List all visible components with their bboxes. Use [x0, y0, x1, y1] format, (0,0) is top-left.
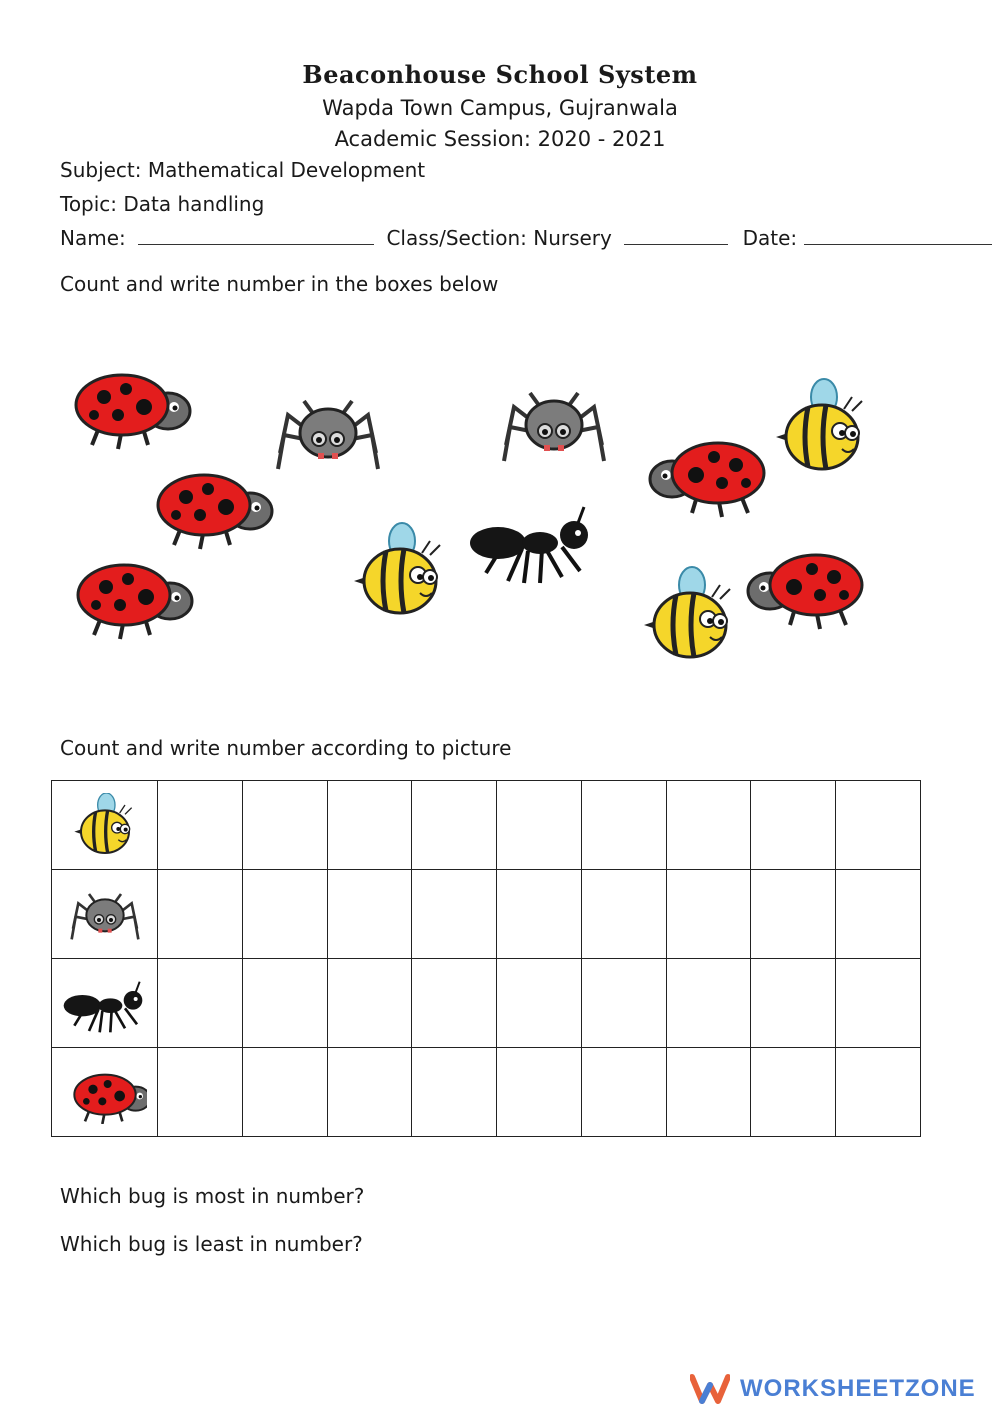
bee-icon	[644, 567, 730, 657]
table-row	[52, 781, 921, 870]
answer-box[interactable]	[581, 959, 666, 1048]
name-blank[interactable]	[138, 226, 374, 245]
ant-icon	[470, 507, 588, 583]
worksheetzone-w-icon	[690, 1371, 730, 1407]
scene-instruction: Count and write number in the boxes below	[60, 272, 499, 296]
answer-box[interactable]	[327, 870, 412, 959]
tally-table	[51, 780, 921, 1137]
ladybug-icon	[158, 475, 272, 549]
row-icon-cell	[52, 1048, 158, 1137]
answer-box[interactable]	[158, 1048, 243, 1137]
ladybug-icon	[748, 555, 862, 629]
ladybug-icon	[63, 1060, 147, 1124]
answer-box[interactable]	[836, 870, 921, 959]
answer-box[interactable]	[836, 959, 921, 1048]
answer-box[interactable]	[581, 781, 666, 870]
answer-box[interactable]	[751, 870, 836, 959]
answer-box[interactable]	[327, 959, 412, 1048]
answer-box[interactable]	[497, 781, 582, 870]
table-row	[52, 1048, 921, 1137]
answer-box[interactable]	[242, 959, 327, 1048]
answer-box[interactable]	[581, 1048, 666, 1137]
academic-session: Academic Session: 2020 - 2021	[334, 127, 666, 151]
answer-box[interactable]	[158, 870, 243, 959]
subject-line: Subject: Mathematical Development	[60, 158, 426, 182]
table-row	[52, 870, 921, 959]
answer-box[interactable]	[412, 870, 497, 959]
bee-icon	[354, 523, 440, 613]
spider-icon	[504, 393, 604, 461]
bee-icon	[776, 379, 862, 469]
row-icon-cell	[52, 959, 158, 1048]
answer-box[interactable]	[497, 1048, 582, 1137]
spider-icon	[278, 401, 378, 469]
question-least: Which bug is least in number?	[60, 1232, 363, 1256]
ladybug-icon	[78, 565, 192, 639]
row-icon-cell	[52, 781, 158, 870]
question-most: Which bug is most in number?	[60, 1184, 365, 1208]
date-label: Date:	[742, 226, 798, 250]
bug-scene-picture	[60, 345, 940, 675]
ladybug-icon	[650, 443, 764, 517]
answer-box[interactable]	[327, 1048, 412, 1137]
answer-box[interactable]	[836, 1048, 921, 1137]
answer-box[interactable]	[666, 1048, 751, 1137]
brand-name: WORKSHEETZONE	[740, 1375, 976, 1402]
answer-box[interactable]	[581, 870, 666, 959]
date-blank[interactable]	[804, 226, 992, 245]
answer-box[interactable]	[666, 781, 751, 870]
table-row	[52, 959, 921, 1048]
ant-icon	[63, 971, 147, 1035]
answer-box[interactable]	[412, 959, 497, 1048]
answer-box[interactable]	[836, 781, 921, 870]
student-info-row	[60, 226, 992, 250]
answer-box[interactable]	[412, 1048, 497, 1137]
school-name: Beaconhouse School System	[302, 60, 698, 89]
answer-box[interactable]	[666, 870, 751, 959]
topic-line: Topic: Data handling	[60, 192, 265, 216]
answer-box[interactable]	[327, 781, 412, 870]
answer-box[interactable]	[242, 870, 327, 959]
answer-box[interactable]	[497, 870, 582, 959]
answer-box[interactable]	[666, 959, 751, 1048]
name-label: Name:	[60, 226, 126, 250]
answer-box[interactable]	[751, 959, 836, 1048]
answer-box[interactable]	[751, 781, 836, 870]
class-blank[interactable]	[624, 226, 728, 245]
ladybug-icon	[76, 375, 190, 449]
answer-box[interactable]	[497, 959, 582, 1048]
class-label: Class/Section: Nursery	[386, 226, 612, 250]
answer-box[interactable]	[242, 781, 327, 870]
answer-box[interactable]	[751, 1048, 836, 1137]
bee-icon	[63, 793, 147, 857]
campus-name: Wapda Town Campus, Gujranwala	[322, 96, 678, 120]
answer-box[interactable]	[242, 1048, 327, 1137]
table-instruction: Count and write number according to picture	[60, 736, 512, 760]
row-icon-cell	[52, 870, 158, 959]
answer-box[interactable]	[158, 959, 243, 1048]
spider-icon	[63, 882, 147, 946]
answer-box[interactable]	[158, 781, 243, 870]
answer-box[interactable]	[412, 781, 497, 870]
brand-logo	[690, 1365, 1000, 1413]
